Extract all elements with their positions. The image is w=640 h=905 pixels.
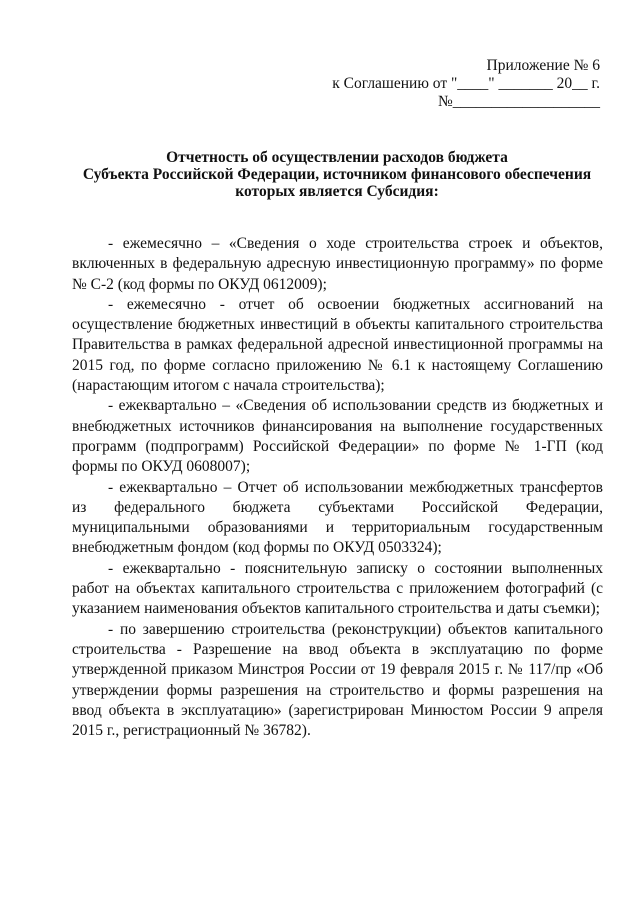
- agreement-date-line: к Соглашению от "____" _______ 20__ г.: [332, 75, 600, 92]
- document-title: [72, 149, 602, 200]
- list-item-quarterly-explanatory-note: - ежеквартально - пояснительную записку о состоянии выполненных работ на объектах капитального строительства с приложением фотографий (с указанием наименования объектов капитального строительства и даты съемки);: [72, 559, 603, 618]
- appendix-number: Приложение № 6: [486, 57, 600, 74]
- title-line-1: Отчетность об осуществлении расходов бюджета: [166, 149, 508, 166]
- list-item-quarterly-transfers: - ежеквартально – Отчет об использовании межбюджетных трансфертов из федерального бюджета субъектами Российской Федерации, муниципальными образованиями и территориальным государственным внебюджетным фондом (код формы по ОКУД 0503324);: [72, 478, 603, 557]
- agreement-number-line: №___________________: [437, 93, 600, 110]
- list-item-commissioning-permit: - по завершению строительства (реконструкции) объектов капитального строительства - Разрешение на ввод объекта в эксплуатацию по форме утвержденной приказом Минстроя России от 19 февраля 2015 г. № 117/пр «Об утверждении формы разрешения на строительство и формы разрешения на ввод объекта в эксплуатацию» (зарегистрирован Минюстом России 9 апреля 2015 г., регистрационный № 36782).: [72, 620, 603, 740]
- title-line-3: которых является Субсидия:: [235, 183, 439, 200]
- list-item-quarterly-1gp: - ежеквартально – «Сведения об использовании средств из бюджетных и внебюджетных источников финансирования на выполнение государственных программ (подпрограмм) Российской Федерации» по форме № 1-ГП (код формы по ОКУД 0608007);: [72, 397, 603, 476]
- list-item-monthly-budget-report: - ежемесячно - отчет об освоении бюджетных ассигнований на осуществление бюджетных инвестиций в объекты капитального строительства Правительства в рамках федеральной адресной инвестиционной программы на 2015 год, по форме согласно приложению № 6.1 к настоящему Соглашению (нарастающим итогом с начала строительства);: [72, 295, 603, 395]
- title-line-2: Субъекта Российской Федерации, источником финансового обеспечения: [82, 166, 592, 183]
- reporting-list: [72, 234, 603, 741]
- appendix-header: [332, 57, 600, 111]
- list-item-monthly-c2: - ежемесячно – «Сведения о ходе строительства строек и объектов, включенных в федеральную адресную инвестиционную программу» по форме № С-2 (код формы по ОКУД 0612009);: [72, 235, 603, 293]
